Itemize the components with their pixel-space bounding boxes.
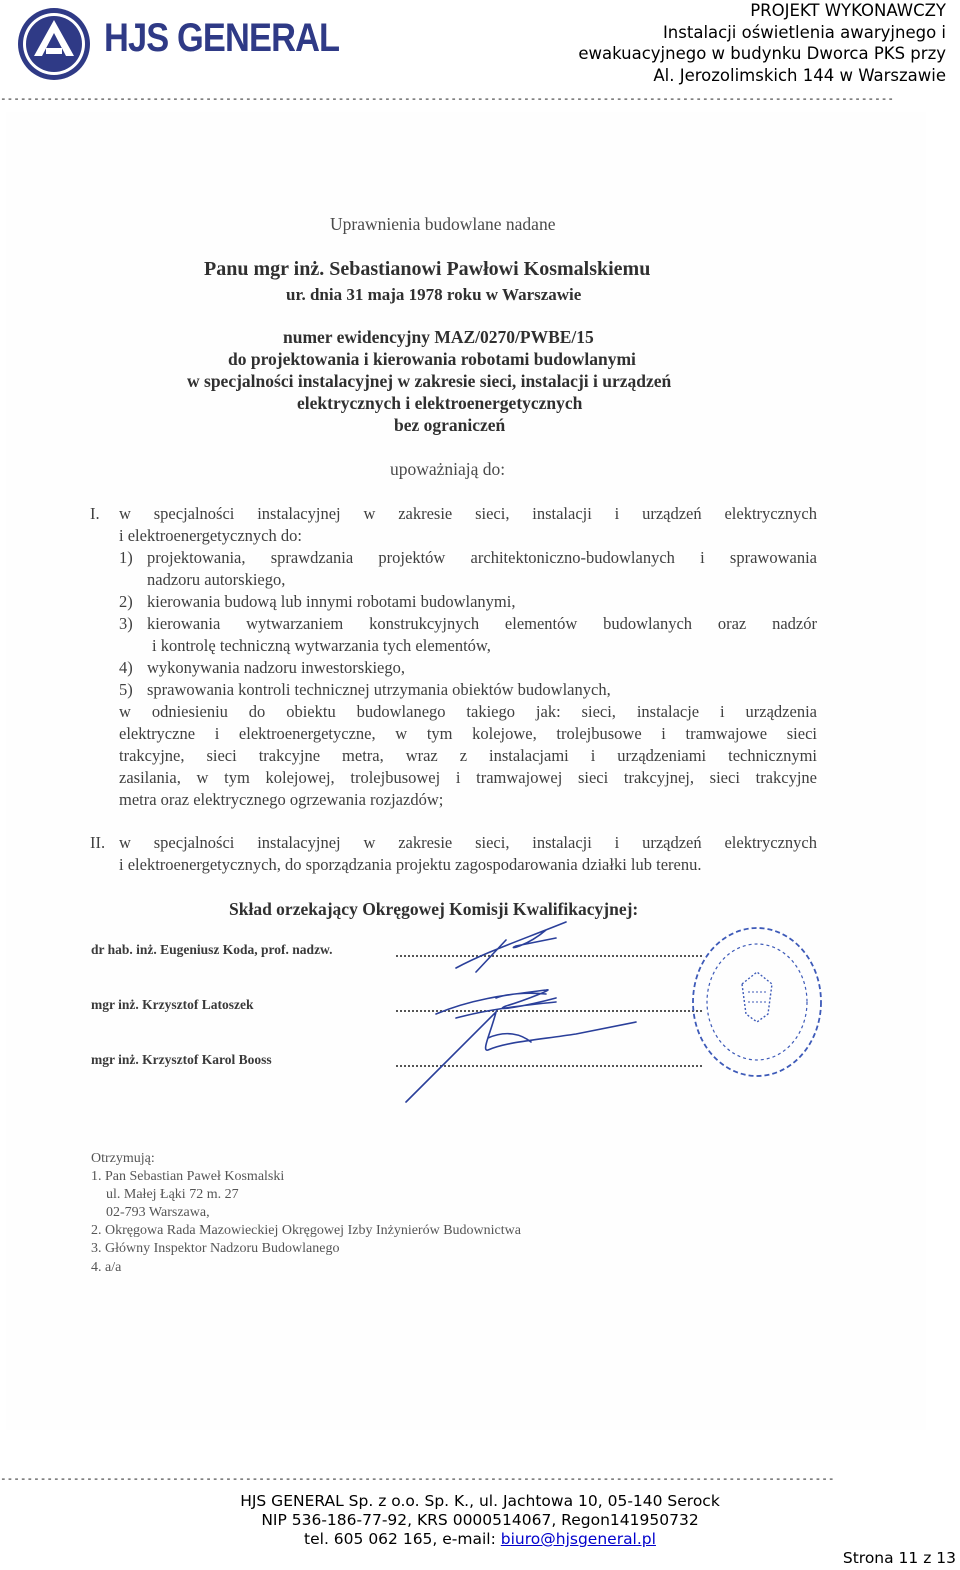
project-title: PROJEKT WYKONAWCZY <box>750 1 946 20</box>
brand-name: HJS GENERAL <box>104 16 340 60</box>
section-text: w specjalności instalacyjnej w zakresie sieci, instalacji i urządzeń elektrycznych <box>119 504 817 523</box>
list-item: kierowania budową lub innymi robotami budowlanymi, <box>147 592 516 611</box>
list-item: wykonywania nadzoru inwestorskiego, <box>147 658 405 677</box>
recipient-item: 2. Okręgowa Rada Mazowieckiej Okręgowej Izby Inżynierów Budownictwa <box>91 1223 521 1238</box>
signatory-name: mgr inż. Krzysztof Karol Booss <box>91 1052 272 1067</box>
reference-line: zasilania, w tym kolejowej, trolejbusowej i tramwajowej sieci trakcyjnej, sieci trakcyjne <box>119 768 817 787</box>
reference-line: elektryczne i elektroenergetyczne, w tym kolejowe, trolejbusowe i tramwajowe sieci <box>119 724 817 743</box>
footer-registration: NIP 536-186-77-92, KRS 0000514067, Regon141950732 <box>261 1511 699 1529</box>
handwritten-signatures <box>396 902 656 1112</box>
scanned-certificate <box>6 112 926 1430</box>
recipient-item: ul. Małej Łąki 72 m. 27 <box>106 1187 239 1202</box>
scope-line: do projektowania i kierowania robotami budowlanymi <box>228 349 636 369</box>
list-number: 5) <box>119 680 133 699</box>
reference-line: trakcyjne, sieci trakcyjne metra, wraz z instalacjami i urządzeniami technicznymi <box>119 746 817 765</box>
list-item: projektowania, sprawdzania projektów architektoniczno-budowlanych i sprawowania <box>147 548 817 567</box>
recipient-item: 02-793 Warszawa, <box>106 1205 210 1220</box>
scope-line: bez ograniczeń <box>394 415 506 435</box>
official-stamp <box>690 922 824 1082</box>
project-line: ewakuacyjnego w budynku Dworca PKS przy <box>578 44 946 63</box>
section-number: I. <box>90 504 100 523</box>
project-header <box>578 0 946 86</box>
page-number: Strona 11 z 13 <box>842 1549 956 1567</box>
header-separator: --------------------------------------------------------------------------------------------------------------------------------------- <box>0 92 895 105</box>
section-text: i elektroenergetycznych, do sporządzania projektu zagospodarowania działki lub terenu. <box>119 855 702 874</box>
birth-line: ur. dnia 31 maja 1978 roku w Warszawie <box>286 285 582 304</box>
section-text: i elektroenergetycznych do: <box>119 526 302 545</box>
footer-company: HJS GENERAL Sp. z o.o. Sp. K., ul. Jachtowa 10, 05-140 Serock <box>240 1492 720 1510</box>
list-item: kierowania wytwarzaniem konstrukcyjnych elementów budowlanych oraz nadzór <box>147 614 817 633</box>
registration-number: numer ewidencyjny MAZ/0270/PWBE/15 <box>283 327 594 347</box>
section-number: II. <box>90 833 106 852</box>
footer-contact <box>0 1530 960 1550</box>
reference-line: metra oraz elektrycznego ogrzewania rozjazdów; <box>119 790 444 809</box>
committee-title: Skład orzekający Okręgowej Komisji Kwalifikacyjnej: <box>229 899 639 919</box>
company-logo <box>16 6 92 82</box>
list-number: 3) <box>119 614 133 633</box>
scope-line: elektrycznych i elektroenergetycznych <box>297 393 583 413</box>
email-link[interactable]: biuro@hjsgeneral.pl <box>500 1530 656 1548</box>
person-name: Panu mgr inż. Sebastianowi Pawłowi Kosmalskiemu <box>204 258 651 280</box>
list-item: i kontrolę techniczną wytwarzania tych elementów, <box>152 636 491 655</box>
recipient-item: 3. Główny Inspektor Nadzoru Budowlanego <box>91 1241 340 1256</box>
recipient-item: 4. a/a <box>91 1260 122 1275</box>
reference-line: w odniesieniu do obiektu budowlanego takiego jak: sieci, instalacje i urządzenia <box>119 702 817 721</box>
list-number: 4) <box>119 658 133 677</box>
intro-line: Uprawnienia budowlane nadane <box>330 214 556 234</box>
list-item: nadzoru autorskiego, <box>147 570 286 589</box>
signatory-name: dr hab. inż. Eugeniusz Koda, prof. nadzw. <box>91 942 333 957</box>
scope-line: w specjalności instalacyjnej w zakresie sieci, instalacji i urządzeń <box>187 371 672 391</box>
authorizes-line: upoważniają do: <box>390 459 506 479</box>
recipients-title: Otrzymują: <box>91 1151 155 1166</box>
project-line: Al. Jerozolimskich 144 w Warszawie <box>653 65 946 85</box>
list-number: 1) <box>119 548 133 567</box>
footer-phone: tel. 605 062 165, e-mail: <box>304 1530 501 1548</box>
project-line: Instalacji oświetlenia awaryjnego i <box>662 22 946 42</box>
list-item: sprawowania kontroli technicznej utrzymania obiektów budowlanych, <box>147 680 611 699</box>
section-text: w specjalności instalacyjnej w zakresie sieci, instalacji i urządzeń elektrycznych <box>119 833 817 852</box>
list-number: 2) <box>119 592 133 611</box>
recipient-item: 1. Pan Sebastian Paweł Kosmalski <box>91 1169 285 1184</box>
signatory-name: mgr inż. Krzysztof Latoszek <box>91 997 254 1012</box>
footer-separator: ------------------------------------------------------------------------------------------------------------------------------ <box>0 1472 835 1485</box>
